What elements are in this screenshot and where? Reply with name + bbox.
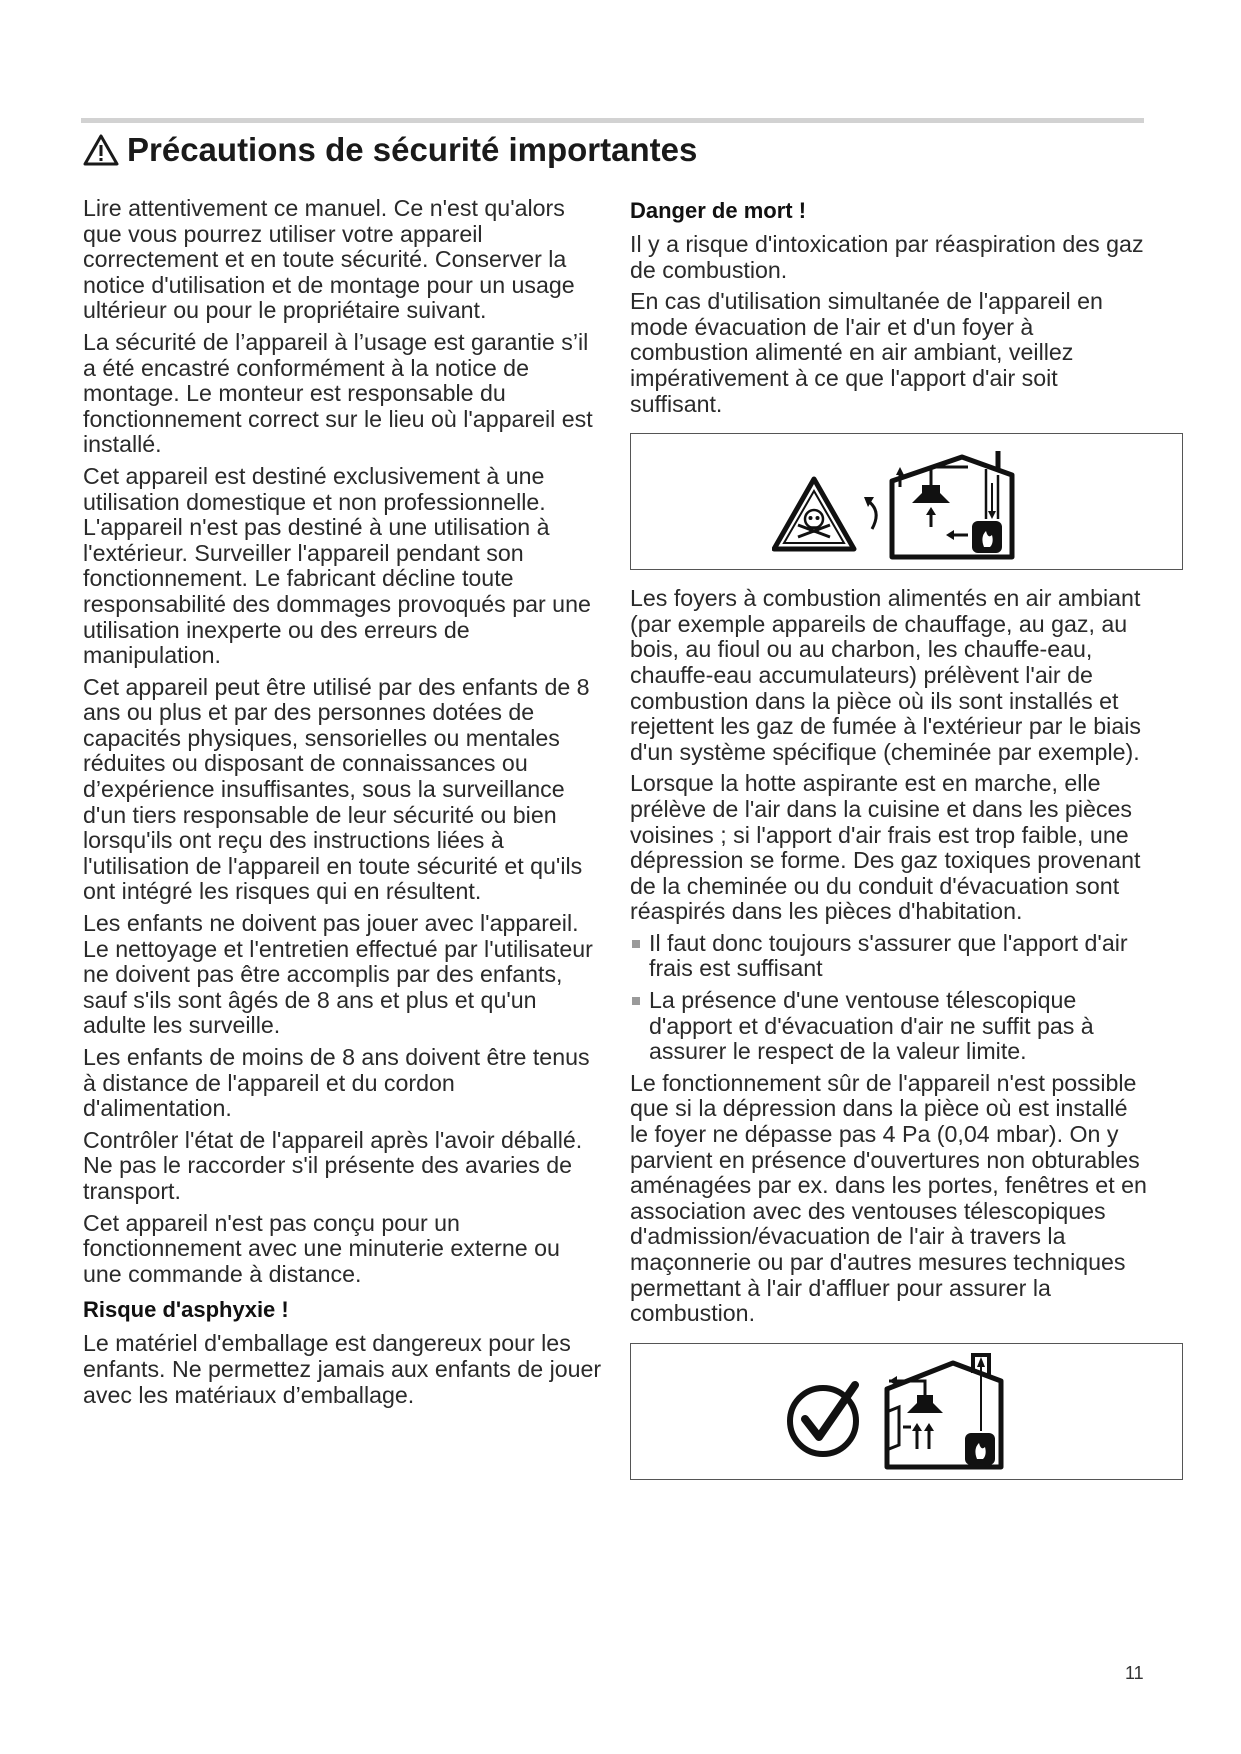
paragraph: Cet appareil peut être utilisé par des enfants de 8 ans ou plus et par des personnes dotées de capacités physiques, sensorielles ou mentales réduites ou disposant de connaissances ou d’expérience insuffisantes, sous la surveillance d'un tiers responsable de leur sécurité ou bien lorsqu'ils ont reçu des instructions liées à l'utilisation de l'appareil en toute sécurité et qu'ils ont intégré les risques qui en résultent. — [83, 673, 590, 905]
bullet-square-icon — [632, 940, 640, 948]
right-column — [630, 196, 1150, 1496]
page-number: 11 — [1125, 1663, 1144, 1683]
paragraph: En cas d'utilisation simultanée de l'appareil en mode évacuation de l'air et d'un foyer à combustion alimenté en air ambiant, veillez impérativement à ce que l'apport d'air soit suffisant. — [630, 288, 1103, 417]
poison-danger-house-illustration — [772, 439, 1042, 564]
page-title: Précautions de sécurité importantes — [127, 131, 698, 168]
bullet-list — [630, 931, 1150, 1065]
danger-figure — [630, 433, 1183, 570]
paragraph: La sécurité de l’appareil à l’usage est garantie s’il a été encastré conformément à la notice de montage. Le monteur est responsable du fonctionnement correct sur le lieu où l'appareil est installé. — [83, 328, 593, 458]
paragraph: Les enfants de moins de 8 ans doivent être tenus à distance de l'appareil et du cordon d'alimentation. — [83, 1044, 590, 1122]
warning-triangle-icon — [83, 134, 119, 166]
danger-heading: Danger de mort ! — [630, 198, 807, 223]
list-item: Il faut donc toujours s'assurer que l'apport d'air frais est suffisant — [630, 931, 1150, 982]
paragraph: Il y a risque d'intoxication par réaspiration des gaz de combustion. — [630, 231, 1144, 283]
header-rule — [81, 118, 1144, 123]
paragraph: Le fonctionnement sûr de l'appareil n'est possible que si la dépression dans la pièce où est installé le foyer ne dépasse pas 4 Pa (0,04 mbar). On y parvient en présence d'ouvertures non obturables aménagées par ex. dans les portes, fenêtres et en association avec des ventouses télescopiques d'admission/évacuation de l'air à travers la maçonnerie ou par d'autres mesures techniques permettant à l'air d'affluer pour assurer la combustion. — [630, 1069, 1147, 1327]
paragraph: Cet appareil n'est pas conçu pour un fonctionnement avec une minuterie externe ou une commande à distance. — [83, 1209, 560, 1287]
paragraph: Contrôler l'état de l'appareil après l'avoir déballé. Ne pas le raccorder s'il présente des avaries de transport. — [83, 1126, 583, 1204]
safe-figure — [630, 1343, 1183, 1480]
asphyxia-heading: Risque d'asphyxie ! — [83, 1297, 289, 1323]
bullet-square-icon — [632, 997, 640, 1005]
checkmark-safe-house-illustration — [777, 1349, 1037, 1474]
paragraph: Le matériel d'emballage est dangereux pour les enfants. Ne permettez jamais aux enfants de jouer avec les matériaux d’emballage. — [83, 1330, 602, 1408]
paragraph: Les enfants ne doivent pas jouer avec l'appareil. Le nettoyage et l'entretien effectué par l'utilisateur ne doivent pas être accomplis par des enfants, sauf s'ils sont âgés de 8 ans et plus et qu'un adulte les surveille. — [83, 910, 593, 1039]
paragraph: Les foyers à combustion alimentés en air ambiant (par exemple appareils de chauffage, au gaz, au bois, au fioul ou au charbon, les chauffe-eau, chauffe-eau accumulateurs) prélèvent l'air de combustion dans la pièce où ils sont installés et rejettent les gaz de fumée à l'extérieur par le biais d'un système spécifique (cheminée par exemple). — [630, 585, 1141, 765]
paragraph: Cet appareil est destiné exclusivement à une utilisation domestique et non professionnelle. L'appareil n'est pas destiné à une utilisation à l'extérieur. Surveiller l'appareil pendant son fonctionnement. Le fabricant décline toute responsabilité des dommages provoqués par une utilisation inexperte ou des erreurs de manipulation. — [83, 462, 591, 669]
paragraph: Lire attentivement ce manuel. Ce n'est qu'alors que vous pourrez utiliser votre appareil correctement et en toute sécurité. Conserver la notice d'utilisation et de montage pour un usage ultérieur ou pour le propriétaire suivant. — [83, 195, 575, 324]
list-item: La présence d'une ventouse télescopique d'apport et d'évacuation d'air ne suffit pas à assurer le respect de la valeur limite. — [630, 988, 1150, 1065]
paragraph: Lorsque la hotte aspirante est en marche, elle prélève de l'air dans la cuisine et dans les pièces voisines ; si l'apport d'air frais est trop faible, une dépression se forme. Des gaz toxiques provenant de la cheminée ou du conduit d'évacuation sont réaspirés dans les pièces d'habitation. — [630, 770, 1141, 925]
page-heading — [83, 128, 697, 172]
left-column — [83, 196, 603, 1414]
